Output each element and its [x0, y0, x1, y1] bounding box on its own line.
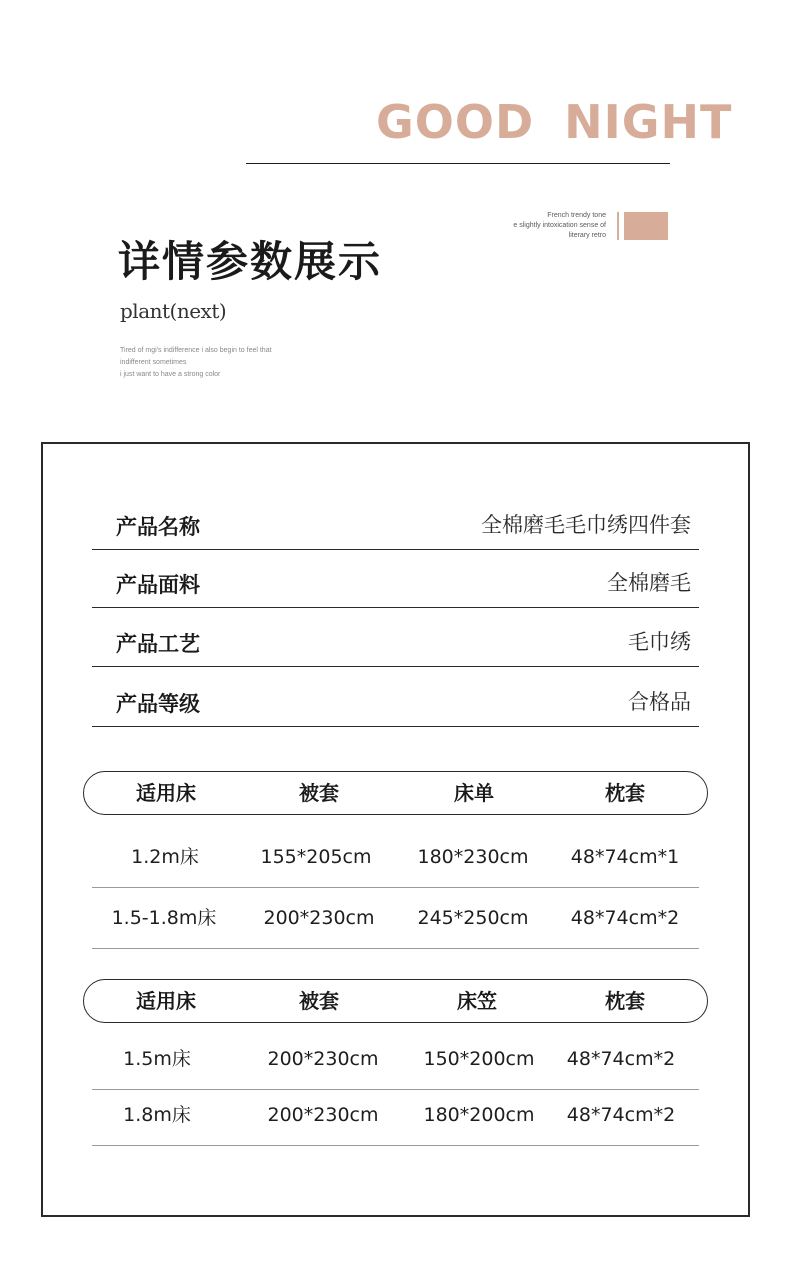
- tagline-line-1: French trendy tone: [547, 212, 606, 219]
- caption-line-2: indifferent sometimes: [120, 359, 187, 366]
- heading-word-good: GOOD: [376, 95, 535, 149]
- info-row-grade: [92, 669, 699, 727]
- caption-line-1: Tired of mgi's indifference i also begin to feel that: [120, 347, 272, 354]
- info-label: 产品面料: [116, 573, 200, 597]
- table-cell: 150*200cm: [423, 1048, 535, 1070]
- info-value: 全棉磨毛毛巾绣四件套: [481, 513, 691, 537]
- table-cell: 48*74cm*2: [566, 1104, 676, 1126]
- tagline-line-2: e slightly intoxication sense of: [513, 222, 606, 229]
- table-row: [92, 1030, 699, 1090]
- table1-header-sheet: 床单: [454, 781, 494, 805]
- table1-header: [83, 771, 708, 815]
- table-cell: 180*230cm: [417, 846, 529, 868]
- table-row: [92, 889, 699, 949]
- table-cell: 1.2m床: [131, 846, 199, 868]
- info-row-craft: [92, 609, 699, 667]
- table2-header-bed: 适用床: [136, 989, 196, 1013]
- page-title: 详情参数展示: [118, 237, 383, 286]
- table-cell: 1.5m床: [123, 1048, 191, 1070]
- caption-line-3: i just want to have a strong color: [120, 371, 221, 378]
- tagline: [470, 211, 606, 241]
- table-cell: 48*74cm*2: [566, 1048, 676, 1070]
- table-cell: 180*200cm: [423, 1104, 535, 1126]
- table2-header-pillow: 枕套: [605, 989, 645, 1013]
- heading-word-night: NIGHT: [564, 95, 733, 149]
- tag-accent-line: [617, 212, 619, 240]
- tagline-line-3: literary retro: [568, 232, 606, 239]
- table2-header: [83, 979, 708, 1023]
- heading-divider: [246, 163, 670, 164]
- good-night-heading: [376, 95, 733, 149]
- table-cell: 1.5-1.8m床: [111, 907, 217, 929]
- table-cell: 245*250cm: [417, 907, 529, 929]
- table-cell: 48*74cm*2: [570, 907, 680, 929]
- tag-accent-block: [624, 212, 668, 240]
- table-cell: 155*205cm: [260, 846, 372, 868]
- table-cell: 200*230cm: [267, 1048, 379, 1070]
- table-row: [92, 1086, 699, 1146]
- info-value: 全棉磨毛: [607, 571, 691, 595]
- small-caption: [120, 345, 272, 381]
- info-label: 产品等级: [116, 692, 200, 716]
- table-row: [92, 828, 699, 888]
- info-value: 合格品: [628, 690, 691, 714]
- table1-header-bed: 适用床: [136, 781, 196, 805]
- table2-header-fitted-sheet: 床笠: [457, 989, 497, 1013]
- table1-header-duvet: 被套: [299, 781, 339, 805]
- info-label: 产品工艺: [116, 632, 200, 656]
- info-label: 产品名称: [116, 515, 200, 539]
- table-cell: 200*230cm: [263, 907, 375, 929]
- info-value: 毛巾绣: [628, 630, 691, 654]
- table-cell: 200*230cm: [267, 1104, 379, 1126]
- table-cell: 48*74cm*1: [570, 846, 680, 868]
- info-row-fabric: [92, 550, 699, 608]
- page-subtitle: plant(next): [120, 299, 227, 323]
- table2-header-duvet: 被套: [299, 989, 339, 1013]
- info-row-name: [92, 492, 699, 550]
- table-cell: 1.8m床: [123, 1104, 191, 1126]
- table1-header-pillow: 枕套: [605, 781, 645, 805]
